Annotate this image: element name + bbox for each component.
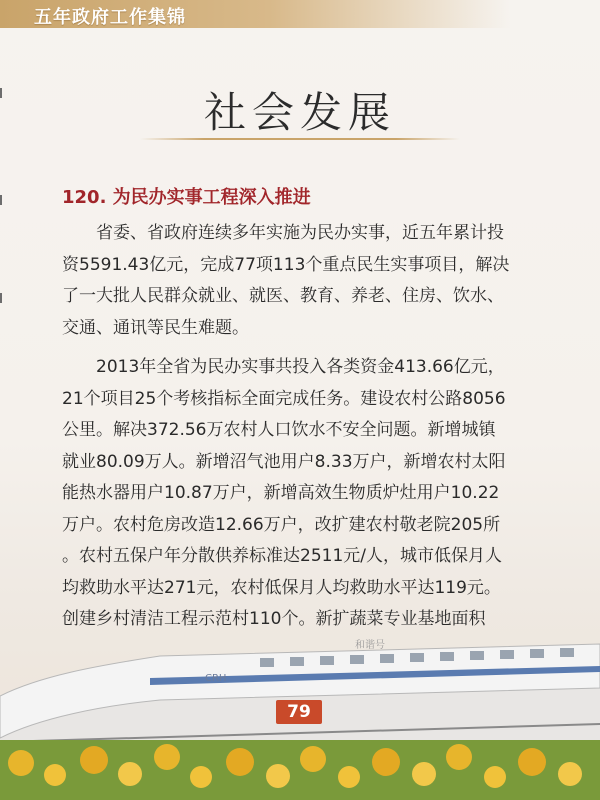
text-line: 交通、通讯等民生难题。 [62,317,249,338]
banner-text: 五年政府工作集锦 [34,7,186,28]
text-line: 省委、省政府连续多年实施为民办实事，近五年累计投 [62,223,504,243]
title-divider [140,138,460,140]
text-line: 万户。农村危房改造12.66万户，改扩建农村敬老院205所 [62,514,501,535]
paragraph-2 [62,352,540,636]
text-line: 均救助水平达271元，农村低保月人均救助水平达119元。 [62,577,501,598]
text-line: 资5591.43亿元，完成77项113个重点民生实事项目，解决 [62,254,510,275]
text-line: 创建乡村清洁工程示范村110个。新扩蔬菜专业基地面积 [62,609,486,629]
text-line: 能热水器用户10.87万户，新增高效生物质炉灶用户10.22 [62,483,500,503]
sunflower-field [0,740,600,800]
margin-tick [0,195,2,205]
text-line: 2013年全省为民办实事共投入各类资金413.66亿元， [62,357,505,377]
text-line: 公里。解决372.56万农村人口饮水不安全问题。新增城镇 [62,420,496,440]
train-illustration [0,628,600,748]
text-line: 。农村五保户年分散供养标准达2511元/人，城市低保月人 [62,546,502,566]
text-line: 了一大批人民群众就业、就医、教育、养老、住房、饮水、 [62,286,504,306]
paragraph-1 [62,218,540,344]
text-line: 21个项目25个考核指标全面完成任务。建设农村公路8056 [62,388,506,409]
text-line: 就业80.09万人。新增沼气池用户8.33万户，新增农村太阳 [62,451,506,472]
margin-tick [0,293,2,303]
page-number: 79 [276,700,322,724]
header-banner [0,0,600,28]
page-title: 社会发展 [203,88,396,137]
section-heading: 120. 为民办实事工程深入推进 [62,187,311,208]
train-logo: CRH [205,673,227,684]
train-name: 和谐号 [355,640,385,651]
body-text [62,218,540,636]
